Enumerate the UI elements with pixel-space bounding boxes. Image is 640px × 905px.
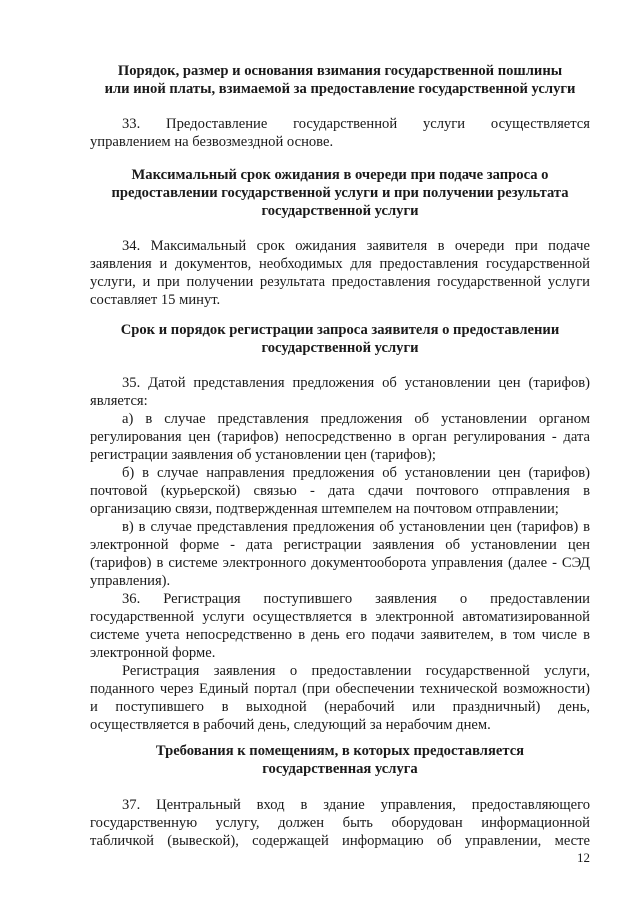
section-heading-premises xyxy=(90,742,590,778)
paragraph-line: составляет 15 минут. xyxy=(90,292,221,308)
paragraph-line: государственную услугу, должен быть оборудован информационной xyxy=(90,815,590,831)
paragraph-line: является: xyxy=(90,393,148,409)
paragraph-line: регистрации заявления об установлении цен (тарифов); xyxy=(90,447,436,463)
page-number: 12 xyxy=(577,850,590,865)
paragraph-line: системе учета непосредственно в день его подачи заявителем, в том числе в xyxy=(90,627,590,643)
paragraph-line: услуги, и при получении результата предоставления государственной услуги xyxy=(90,274,590,290)
paragraph-line: почтовой (курьерской) связью - дата сдачи почтового отправления в xyxy=(90,483,590,499)
heading-line: предоставлении государственной услуги и при получении результата xyxy=(111,185,569,201)
paragraph-36 xyxy=(90,590,590,734)
heading-line: государственная услуга xyxy=(262,761,418,777)
heading-line: или иной платы, взимаемой за предоставление государственной услуги xyxy=(104,81,576,97)
paragraph-line: табличкой (вывеской), содержащей информацию об управлении, месте xyxy=(90,833,590,849)
paragraph-line: поданного через Единый портал (при обеспечении технической возможности) xyxy=(90,681,590,697)
paragraph-line: управления). xyxy=(90,573,171,589)
heading-line: Порядок, размер и основания взимания государственной пошлины xyxy=(117,63,563,79)
heading-line: Максимальный срок ожидания в очереди при подаче запроса о xyxy=(131,167,549,183)
paragraph-line: организацию связи, подтвержденная штемпелем на почтовом отправлении; xyxy=(90,501,559,517)
paragraph-line: государственной услуги осуществляется в электронной автоматизированной xyxy=(90,609,590,625)
paragraph-line: электронной форме - дата регистрации заявления об установлении цен xyxy=(90,537,590,553)
section-heading-registration xyxy=(90,321,590,357)
heading-line: Срок и порядок регистрации запроса заявителя о предоставлении xyxy=(120,322,560,338)
section-heading-waiting-time xyxy=(90,166,590,220)
paragraph-line: в) в случае представления предложения об установлении цен (тарифов) в xyxy=(122,519,590,535)
heading-line: государственной услуги xyxy=(261,340,419,356)
paragraph-line: б) в случае направления предложения об установлении цен (тарифов) xyxy=(122,465,590,481)
paragraph-line: электронной форме. xyxy=(90,645,216,661)
paragraph-line: управлением на безвозмездной основе. xyxy=(90,134,334,150)
paragraph-line: Регистрация заявления о предоставлении государственной услуги, xyxy=(122,663,590,679)
paragraph-line: а) в случае представления предложения об установлении органом xyxy=(122,411,590,427)
heading-line: Требования к помещениям, в которых предоставляется xyxy=(155,743,525,759)
paragraph-line: 37. Центральный вход в здание управления, предоставляющего xyxy=(122,797,590,813)
paragraph-37 xyxy=(90,796,590,850)
paragraph-line: (тарифов) в системе электронного документооборота управления (далее - СЭД xyxy=(90,555,590,571)
heading-line: государственной услуги xyxy=(261,203,419,219)
paragraph-35 xyxy=(90,374,590,590)
paragraph-line: осуществляется в рабочий день, следующий за нерабочим днем. xyxy=(90,717,491,733)
paragraph-line: заявления и документов, необходимых для предоставления государственной xyxy=(90,256,590,272)
paragraph-line: 34. Максимальный срок ожидания заявителя в очереди при подаче xyxy=(122,238,590,254)
paragraph-line: 33. Предоставление государственной услуги осуществляется xyxy=(122,116,590,132)
paragraph-line: регулирования цен (тарифов) непосредственно в орган регулирования - дата xyxy=(90,429,590,445)
paragraph-34 xyxy=(90,237,590,309)
paragraph-line: 36. Регистрация поступившего заявления о предоставлении xyxy=(122,591,590,607)
section-heading-fee xyxy=(90,62,590,98)
paragraph-33 xyxy=(90,115,590,151)
paragraph-line: и поступившего в выходной (нерабочий или праздничный) день, xyxy=(90,699,590,715)
paragraph-line: 35. Датой представления предложения об установлении цен (тарифов) xyxy=(122,375,590,391)
